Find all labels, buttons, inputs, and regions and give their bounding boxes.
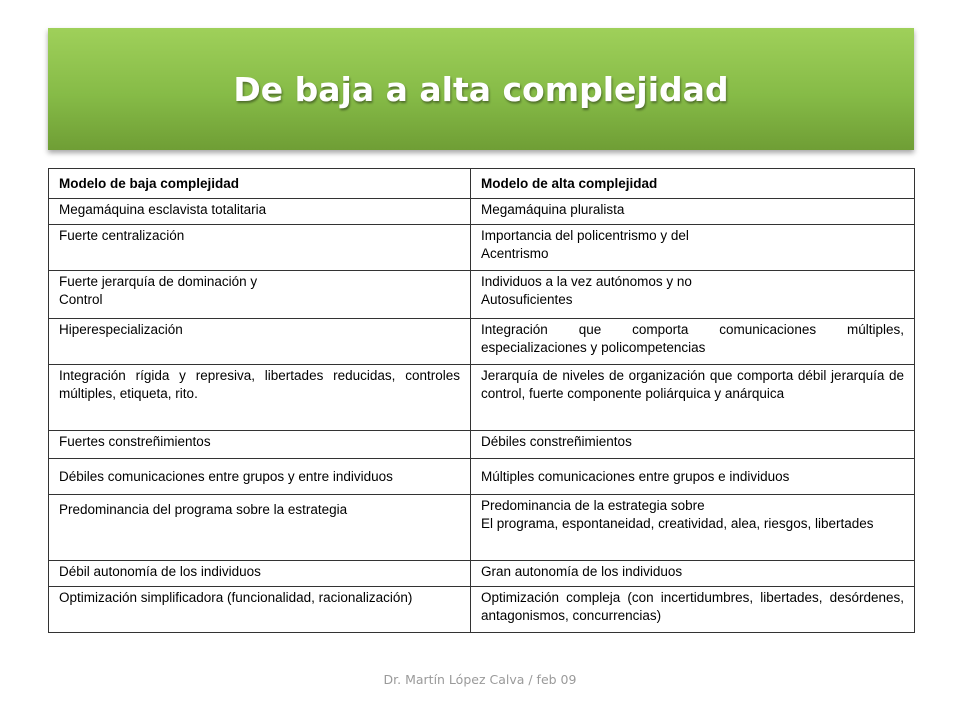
- table-row: [49, 271, 915, 319]
- table-row: [49, 225, 915, 271]
- cell-low: Fuertes constreñimientos: [49, 431, 471, 459]
- cell-high: Integración que comporta comunicaciones múltiples, especializaciones y policompetencias: [471, 319, 915, 365]
- footer-credit: Dr. Martín López Calva / feb 09: [383, 672, 577, 687]
- cell-low: Hiperespecialización: [49, 319, 471, 365]
- comparison-table: [48, 168, 915, 633]
- cell-high: Múltiples comunicaciones entre grupos e individuos: [471, 459, 915, 495]
- cell-high: Gran autonomía de los individuos: [471, 561, 915, 587]
- slide-title: De baja a alta complejidad: [233, 69, 729, 109]
- cell-low: Débiles comunicaciones entre grupos y entre individuos: [49, 459, 471, 495]
- cell-low: Fuerte jerarquía de dominación y Control: [49, 271, 471, 319]
- cell-high: Optimización compleja (con incertidumbres, libertades, desórdenes, antagonismos, concurrencias): [471, 587, 915, 633]
- table-row: [49, 495, 915, 561]
- table-row: [49, 319, 915, 365]
- cell-high: Jerarquía de niveles de organización que comporta débil jerarquía de control, fuerte componente poliárquica y anárquica: [471, 365, 915, 431]
- cell-high: Individuos a la vez autónomos y no Autosuficientes: [471, 271, 915, 319]
- cell-low: Integración rígida y represiva, libertades reducidas, controles múltiples, etiqueta, rito.: [49, 365, 471, 431]
- cell-low: Optimización simplificadora (funcionalidad, racionalización): [49, 587, 471, 633]
- table-row: [49, 561, 915, 587]
- header-low-complexity: Modelo de baja complejidad: [49, 169, 471, 199]
- cell-low: Débil autonomía de los individuos: [49, 561, 471, 587]
- cell-high: Débiles constreñimientos: [471, 431, 915, 459]
- cell-high: Megamáquina pluralista: [471, 199, 915, 225]
- cell-low: Megamáquina esclavista totalitaria: [49, 199, 471, 225]
- cell-low: Predominancia del programa sobre la estrategia: [49, 495, 471, 561]
- table-row: [49, 587, 915, 633]
- table-row: [49, 199, 915, 225]
- table-row: [49, 431, 915, 459]
- table-row: [49, 365, 915, 431]
- title-banner: [48, 28, 914, 150]
- cell-high: Importancia del policentrismo y del Acentrismo: [471, 225, 915, 271]
- header-high-complexity: Modelo de alta complejidad: [471, 169, 915, 199]
- cell-low: Fuerte centralización: [49, 225, 471, 271]
- table-header-row: [49, 169, 915, 199]
- cell-high: Predominancia de la estrategia sobre El programa, espontaneidad, creatividad, alea, riesgos, libertades: [471, 495, 915, 561]
- table-row: [49, 459, 915, 495]
